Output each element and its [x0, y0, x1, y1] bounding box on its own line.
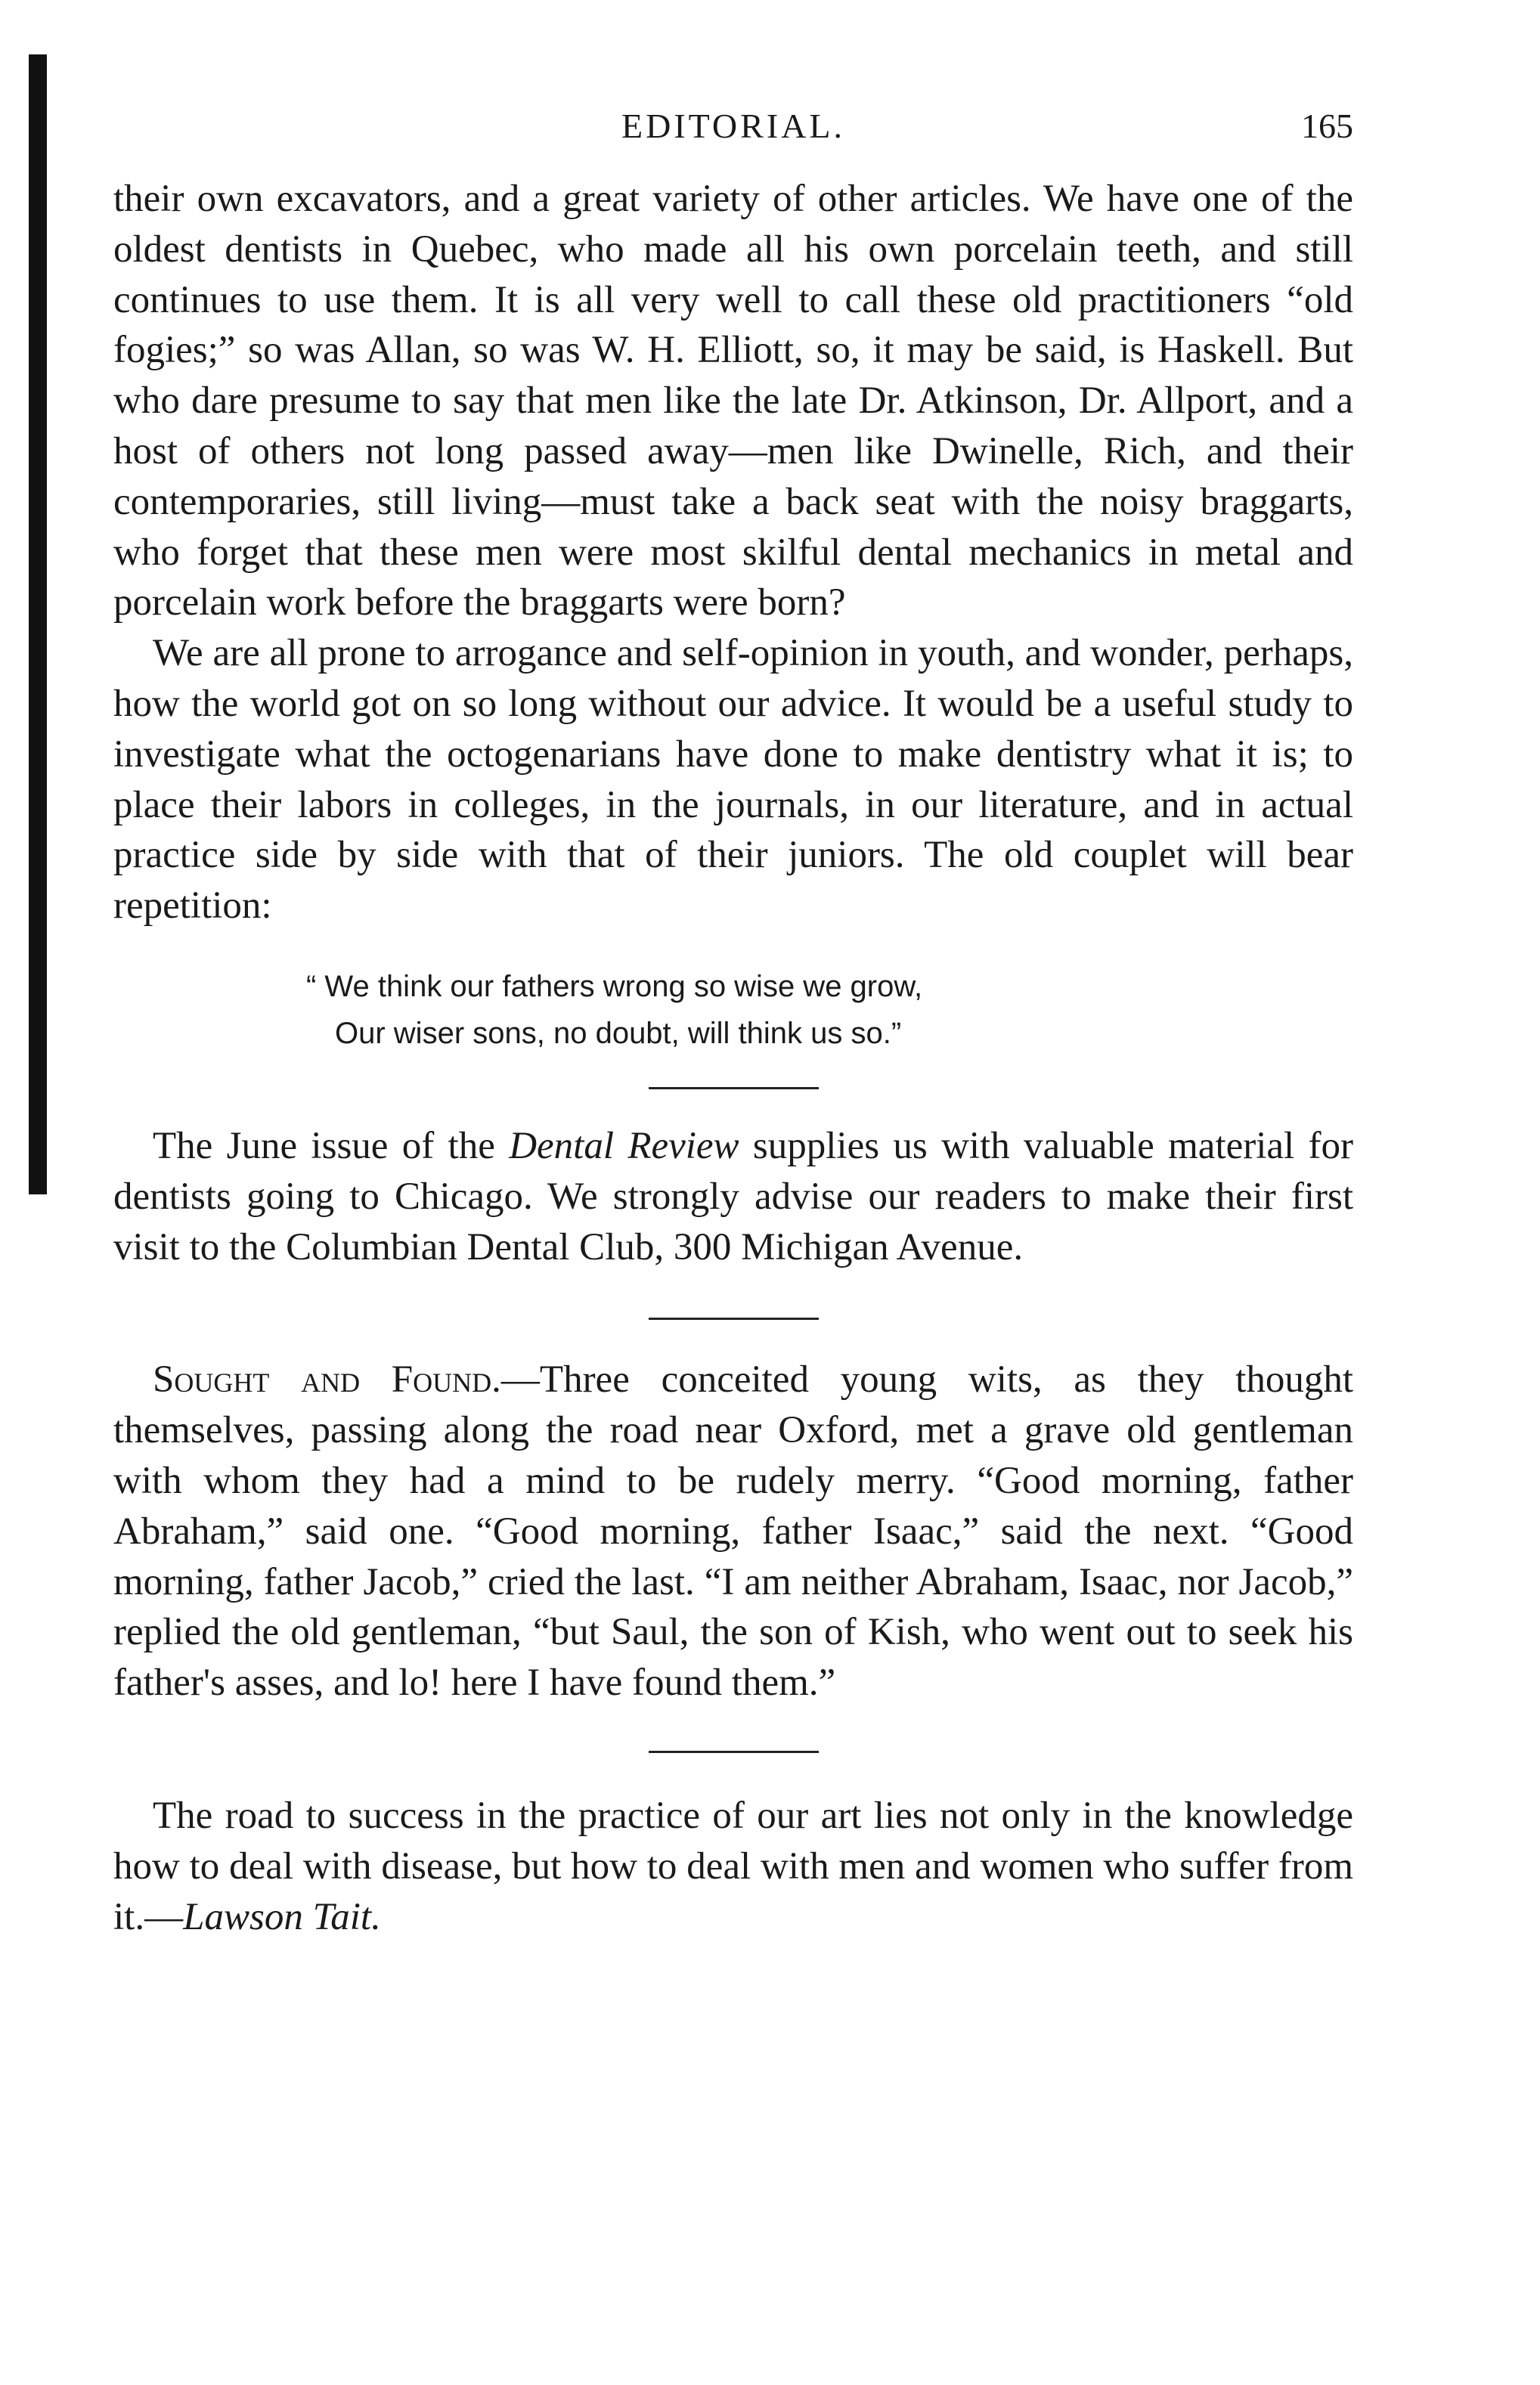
- running-head: [113, 106, 1353, 174]
- paragraph-closing-quote: [113, 1791, 1353, 1942]
- review-text-after: supplies us with valuable material for dentists going to Chicago. We strongly advise our readers to make their first visit to the Columbian Dental Club, 300 Michigan Avenue.: [113, 1124, 1353, 1268]
- quote-author: Lawson Tait.: [183, 1895, 381, 1938]
- review-text-before: The June issue of the: [153, 1124, 510, 1167]
- paragraph-arrogance: We are all prone to arrogance and self-opinion in youth, and wonder, perhaps, how the world got on so long without our advice. It would be a useful study to investigate what the octogenarians have done to make dentistry what it is; to place their labors in colleges, in the journals, in our literature, and in actual practice side by side with that of their juniors. The old couplet will bear repetition:: [113, 632, 1353, 928]
- paragraph-sought-and-found: [113, 1355, 1353, 1708]
- page-number: 165: [1301, 107, 1353, 145]
- couplet-quote: [113, 963, 1353, 1057]
- journal-title: Dental Review: [509, 1124, 739, 1167]
- sought-found-body: —Three conceited young wits, as they thought themselves, passing along the road near Oxford, met a grave old gentleman with whom they had a mind to be rudely merry. “Good morning, father Abraham,” said one. “Good morning, father Isaac,” said the next. “Good morning, father Jacob,” cried the last. “I am neither Abraham, Isaac, nor Jacob,” replied the old gentleman, “but Saul, the son of Kish, who went out to seek his father's asses, and lo! here I have found them.”: [113, 1358, 1354, 1705]
- section-heading-sought-found: Sought and Found.: [153, 1358, 501, 1402]
- couplet-line-1: “ We think our fathers wrong so wise we grow,: [306, 969, 923, 1003]
- paragraph-old-practitioners: their own excavators, and a great variety of other articles. We have one of the oldest dentists in Quebec, who made all his own porcelain teeth, and still continues to use them. It is all very well to call these old practitioners “old fogies;” so was Allan, so was W. H. Elliott, so, it may be said, is Haskell. But who dare presume to say that men like the late Dr. Atkinson, Dr. Allport, and a host of others not long passed away—men like Dwinelle, Rich, and their contemporaries, still living—must take a back seat with the noisy braggarts, who forget that these men were most skilful dental mechanics in metal and porcelain work before the braggarts were born?: [113, 178, 1353, 624]
- book-page: [113, 106, 1353, 1942]
- section-divider: [649, 1087, 819, 1089]
- section-divider: [649, 1751, 819, 1753]
- running-title: EDITORIAL.: [621, 107, 845, 145]
- closing-quote-body: The road to success in the practice of our art lies not only in the knowledge how to deal with disease, but how to deal with men and women who suffer from it.—: [113, 1794, 1353, 1938]
- paragraph-dental-review: [113, 1121, 1353, 1272]
- scan-edge-bar: [29, 54, 47, 1194]
- couplet-line-2: Our wiser sons, no doubt, will think us so.”: [335, 1016, 902, 1050]
- section-divider: [649, 1318, 819, 1320]
